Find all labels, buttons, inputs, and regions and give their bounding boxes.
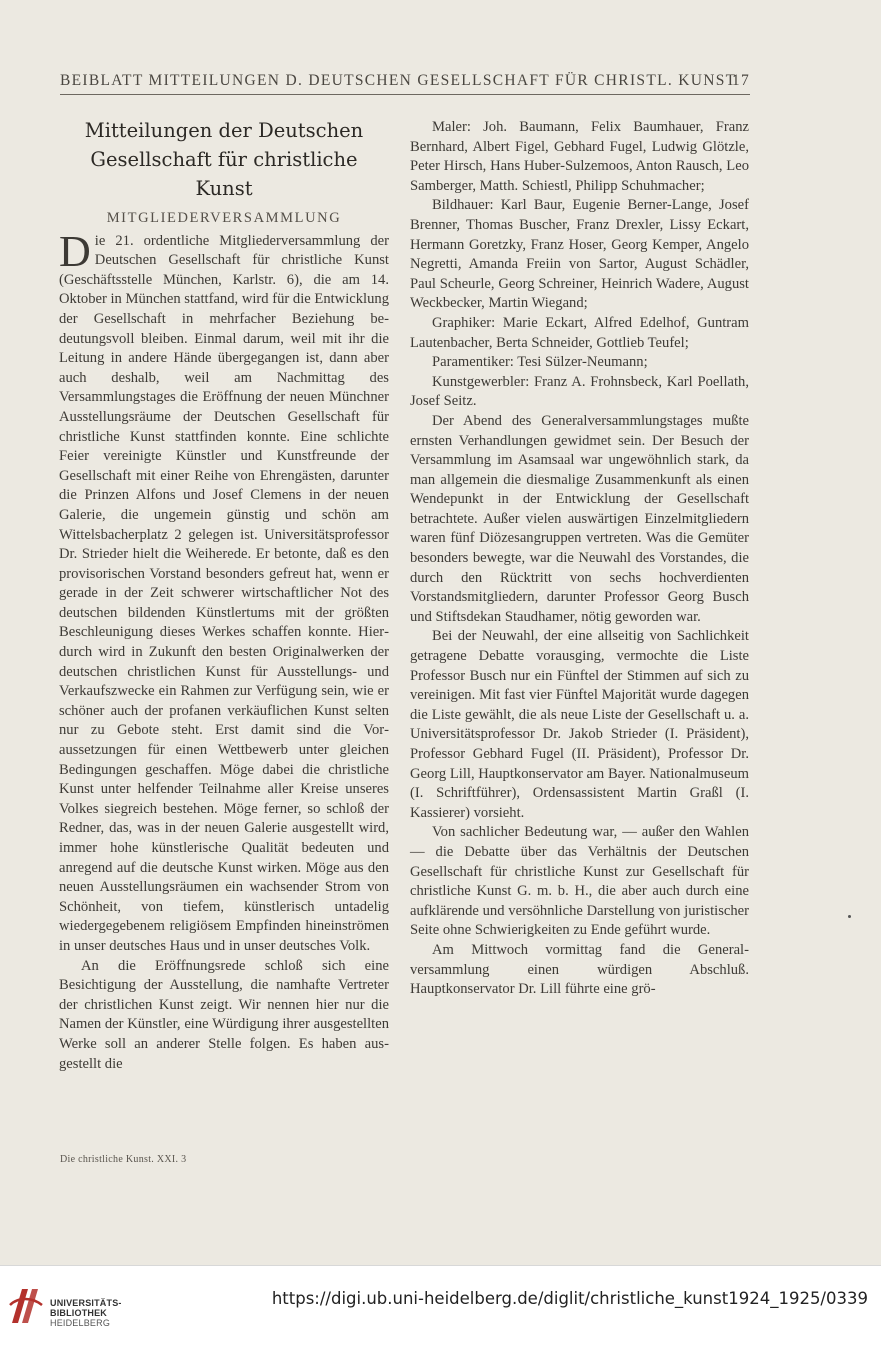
permalink-url[interactable]: https://digi.ub.uni-heidelberg.de/diglit/christliche_kunst1924_1925/0339 <box>271 1289 868 1308</box>
paragraph: Graphiker: Marie Eckart, Alfred Edelhof, Guntram Lautenbacher, Berta Schneider, Gottlieb Teufel; <box>410 314 749 351</box>
paragraph <box>59 226 389 957</box>
article-subtitle: MITGLIEDERVERSAMMLUNG <box>106 210 342 226</box>
library-name <box>50 1298 122 1328</box>
paragraph: An die Eröffnungsrede schloß sich eine Besichtigung der Ausstellung, die namhafte Vertreter der christlichen Kunst zeigt. Wir nennen hier nur die Namen der Künstler, eine Würdigung ihrer ausgestellten Werke soll an anderer Stelle folgen. Es haben ausgestellt die <box>59 957 389 1072</box>
paragraph: Am Mittwoch vormittag fand die Generalversammlung einen würdigen Abschluß. Hauptkonservator Dr. Lill führte eine grö- <box>410 941 749 998</box>
article-title <box>59 116 389 203</box>
paragraph: Von sachlicher Bedeutung war, — außer den Wahlen — die Debatte über das Verhältnis der Deutschen Gesellschaft für christliche Kunst zur Gesellschaft für christliche Kunst G. m. b. H., die aber auch durch eine aufklärende und versöhnliche Darstellung von juristischer Seite ohne Schwierigkeiten zu Ende geführt wurde. <box>410 824 749 939</box>
paragraph: Der Abend des Generalversammlungstages mußte ernsten Verhandlungen gewidmet sein. Der Besuch der Versammlung im Asamsaal war ungewöhnlich stark, da man allgemein die diesmalige Zusammenkunft als einen Wendepunkt in der Entwicklung der Gesellschaft betrachtete. Außer vielen auswärtigen Einzelmitgliedern waren fünf Diözesangruppen vertreten. Was die Gemüter besonders bewegte, war die Neuwahl des Vorstandes, die durch den Rücktritt von sechs hochverdienten Vorstandsmitgliedern, darunter Professor Georg Busch und Stiftsdekan Staudhamer, nötig geworden war. <box>410 412 749 625</box>
scan-speck <box>848 915 851 918</box>
paragraph: Kunstgewerbler: Franz A. Frohnsbeck, Karl Poellath, Josef Seitz. <box>410 373 749 410</box>
paragraph: Bildhauer: Karl Baur, Eugenie Berner-Lange, Josef Brenner, Thomas Buscher, Franz Drexler, Lissy Eckart, Hermann Goretzky, Franz Hoser, Georg Kemper, Angelo Negretti, Amanda Freiin von Sartor, August Schädler, Paul Scheurle, Georg Schreiner, Heinrich Wadere, August Weckbecker, Martin Wiegand; <box>410 197 749 312</box>
page-number: 17 <box>731 72 750 89</box>
page-footer: Die christliche Kunst. XXI. 3 <box>60 1154 187 1165</box>
header-rule <box>60 94 750 95</box>
running-title: BEIBLATT MITTEILUNGEN D. DEUTSCHEN GESELLSCHAFT FÜR CHRISTL. KUNST <box>60 72 737 89</box>
paragraph: Bei der Neuwahl, der eine allseitig von Sachlichkeit getragene Debatte vorausging, vermochte die Liste Professor Busch nur ein Fünftel der Stimmen auf sich zu vereinigen. Mit fast vier Fünftel Majorität wurde dagegen die Liste gewählt, die als neue Liste der Gesellschaft u. a. Universitätsprofessor Dr. Jakob Strieder (I. Präsident), Professor Gebhard Fugel (II. Präsident), Professor Dr. Georg Lill, Hauptkonservator am Bayer. Nationalmuseum (I. Schriftführer), Ordensassistent Martin Graßl (I. Kassierer) vorsieht. <box>410 628 749 821</box>
dropcap: D <box>59 226 91 276</box>
right-column <box>410 118 749 1000</box>
library-line-2: BIBLIOTHEK <box>50 1308 107 1318</box>
paragraph: Paramentiker: Tesi Sülzer-Neumann; <box>432 354 648 371</box>
library-line-3: HEIDELBERG <box>50 1318 111 1328</box>
paragraph: Maler: Joh. Baumann, Felix Baumhauer, Franz Bernhard, Albert Figel, Gebhard Fugel, Ludwig Glötzle, Peter Hirsch, Hans Huber-Sulzemoos, Anton Rausch, Leo Samberger, Matth. Schiestl, Philipp Schuhmacher; <box>410 119 749 194</box>
title-line-2: Gesellschaft für christliche Kunst <box>90 148 358 200</box>
paragraph-text: ie 21. ordentliche Mitgliederversammlung der Deutschen Gesellschaft für christliche Kunst (Geschäftsstelle München, Karlstr. 6), die am 14. Oktober in München stattfand, wird für die Entwicklung der Gesellschaft in mehrfacher Beziehung bedeutungsvoll bleiben. Einmal darum, weil mit ihr die Leitung in andere Hände übergegangen ist, dann aber auch deshalb, weil am Nachmittag des Versammlungstages die Eröffnung der neuen Münchner Ausstellungsräume der Deutschen Gesellschaft für christliche Kunst stattfinden konnte. Eine schlichte Feier vereinigte Künstler und Kunstfreunde der Gesellschaft mit einer Reihe von Ehrengästen, darunter die Prinzen Alfons und Josef Clemens in der neuen Galerie, die ungemein günstig und schön am Wittelsbacherplatz 2 gelegen ist. Universitätsprofessor Dr. Strieder hielt die Weiherede. Er betonte, daß es den provisorischen Vorstand besonders gefreut hat, wenn er gerade in der Zeit schwerer wirtschaftlicher Not des deutschen bildenden Künstlertums mit der größten Beschleunigung dieses Werkes schaffen konnte. Hierdurch wird in Zukunft den besten Originalwerken der deutschen christlichen Kunst für Ausstellungs- und Verkaufszwecke ein Rahmen zur Verfügung sein, wie er schöner auch der profanen verkäuflichen Kunst selten nur zu Gebote steht. Erst damit sind die Voraussetzungen für einen Wettbewerb unter gleichen Bedingungen geschaffen. Möge dabei die christliche Kunst unter helfender Teilnahme aller Kreise unseres Volkes siegreich bestehen. Möge ferner, so schloß der Redner, das, was in der neuen Galerie ausgestellt wird, immer hohe künstlerische Qualität bedeuten und anregend auf die deutsche Kunst wirken. Möge aus den neuen Ausstellungsräumen ein wachsender Strom von Schönheit, von tiefem, künstlerisch untadelig wiedergegebenem religiösem Empfinden hineinströmen in unser deutsches Haus und in unser deutsches Volk. <box>59 232 389 954</box>
title-line-1: Mitteilungen der Deutschen <box>84 119 364 142</box>
library-line-1: UNIVERSITÄTS- <box>50 1298 122 1308</box>
left-column <box>59 112 389 1074</box>
library-logo-icon[interactable] <box>8 1283 44 1327</box>
running-header <box>60 72 750 90</box>
